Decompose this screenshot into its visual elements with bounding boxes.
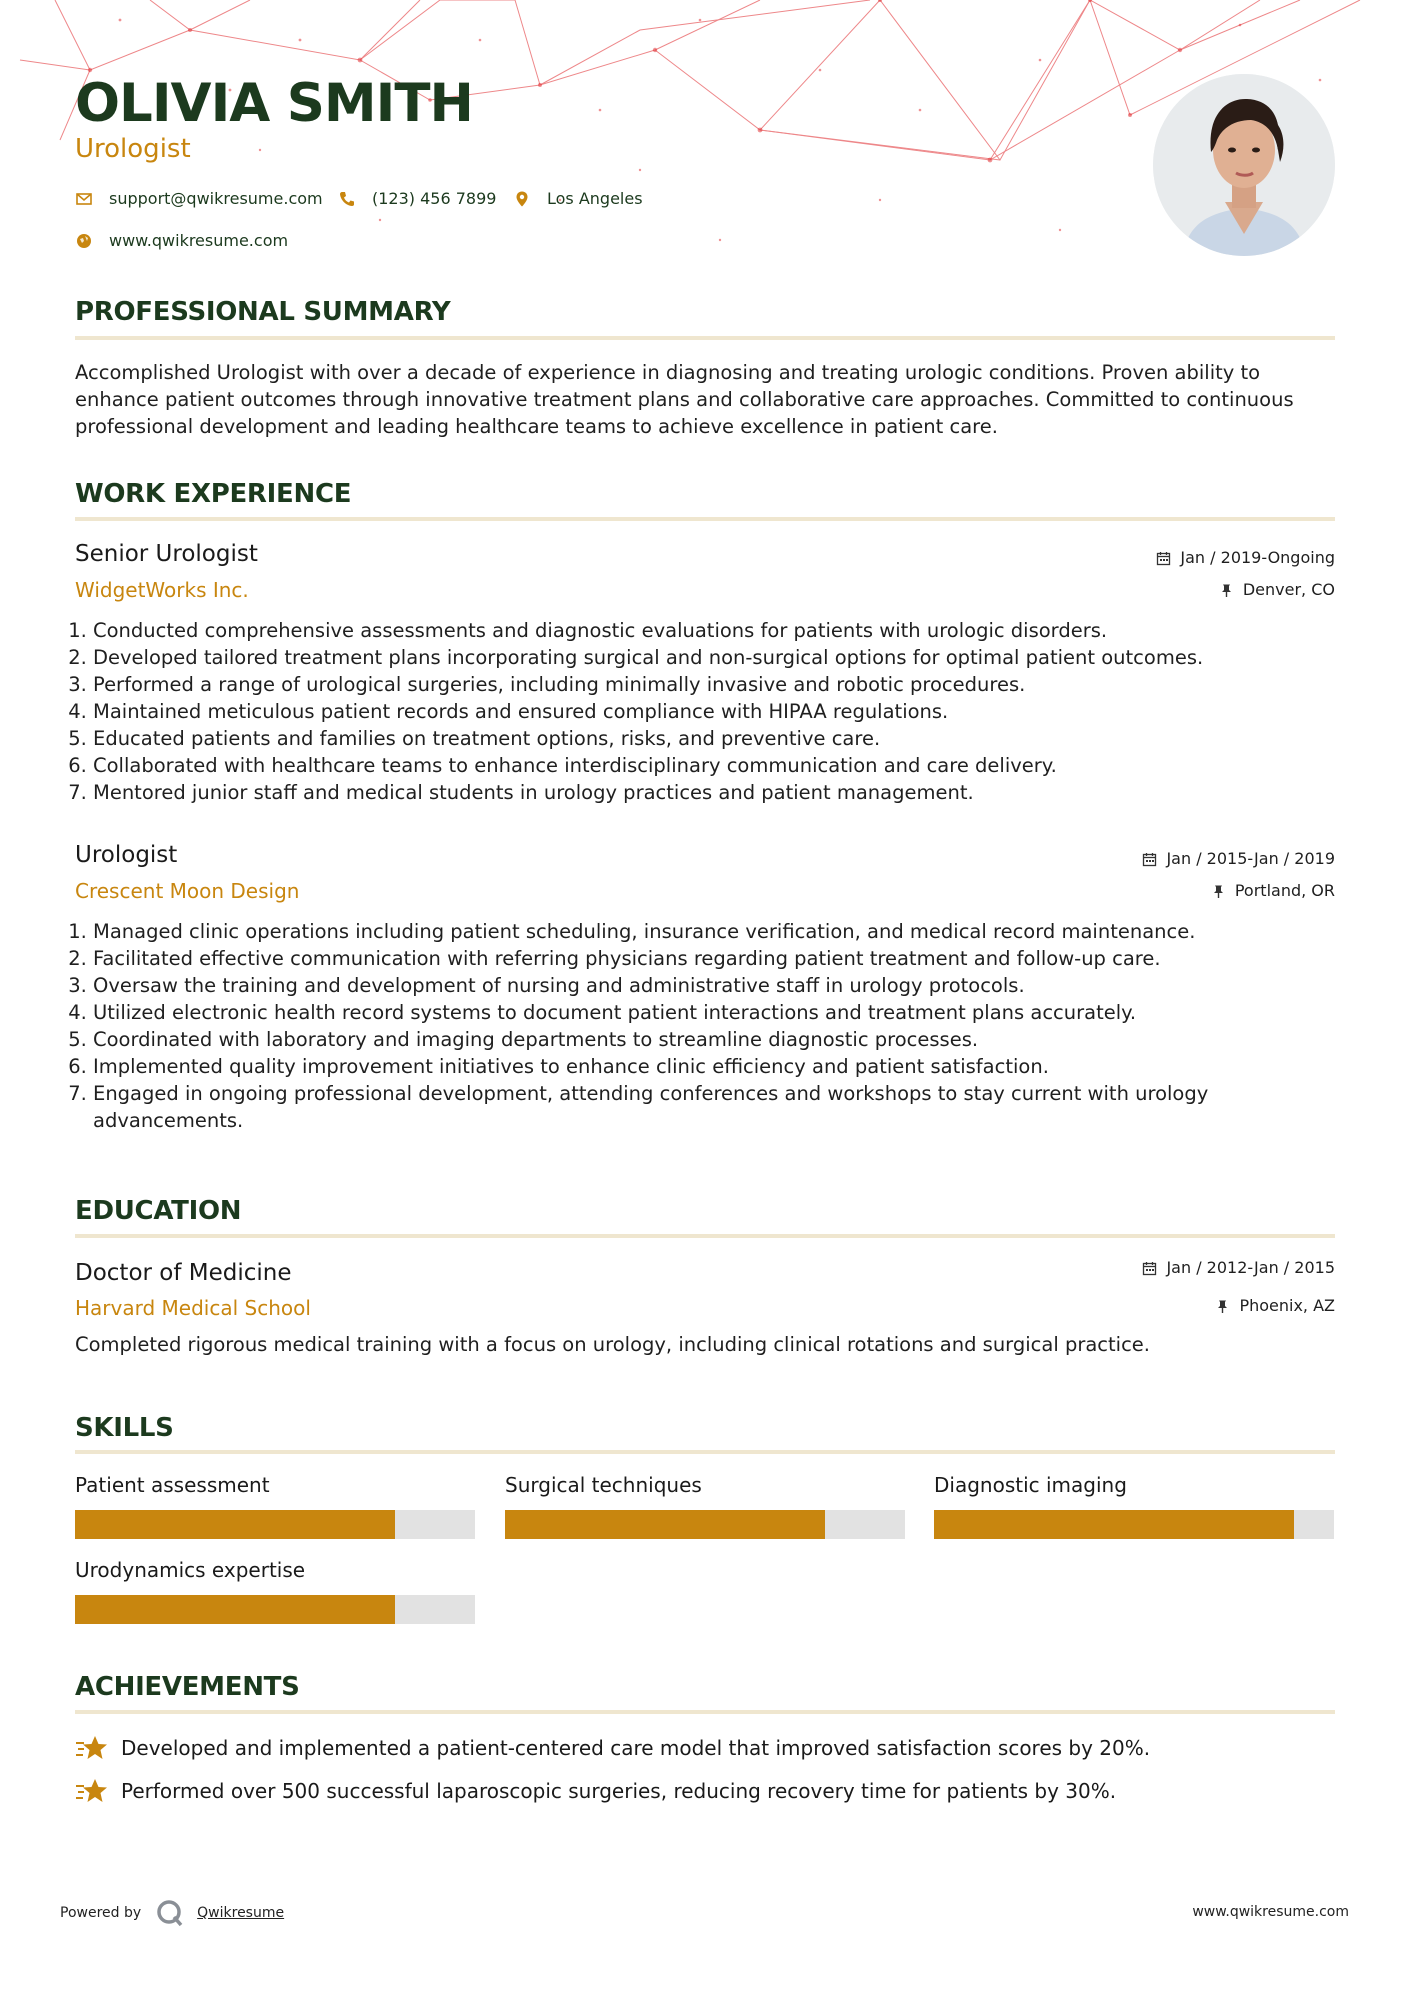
footer-branding bbox=[60, 1898, 284, 1928]
contact-phone[interactable] bbox=[338, 189, 496, 209]
skill-label: Patient assessment bbox=[75, 1473, 270, 1497]
phone-icon bbox=[338, 190, 356, 208]
education-divider bbox=[75, 1234, 1335, 1238]
powered-by-text: Powered by bbox=[60, 1905, 142, 1921]
skill-bar-fill bbox=[934, 1510, 1294, 1539]
experience-divider bbox=[75, 517, 1335, 521]
achievement-text: Developed and implemented a patient-centered care model that improved satisfaction scores by 20%. bbox=[121, 1736, 1151, 1760]
list-item: 1. Managed clinic operations including patient scheduling, insurance verification, and medical record maintenance. bbox=[93, 918, 1333, 945]
qwikresume-logo-icon bbox=[155, 1898, 185, 1928]
job-location bbox=[1211, 881, 1335, 901]
skill-bar-fill bbox=[505, 1510, 825, 1539]
achievement-item bbox=[75, 1733, 1150, 1763]
contact-website[interactable] bbox=[75, 231, 288, 251]
phone-text: (123) 456 7899 bbox=[372, 189, 497, 208]
list-item: 4. Maintained meticulous patient records and ensured compliance with HIPAA regulations. bbox=[93, 698, 1333, 725]
list-item: 7. Engaged in ongoing professional development, attending conferences and workshops to stay current with urology advancements. bbox=[93, 1080, 1333, 1134]
skill-bar-fill bbox=[75, 1510, 395, 1539]
job-location-text: Denver, CO bbox=[1242, 580, 1335, 599]
star-award-icon bbox=[75, 1733, 109, 1763]
experience-heading: WORK EXPERIENCE bbox=[75, 479, 352, 509]
job-dates bbox=[1156, 548, 1335, 568]
degree-title: Doctor of Medicine bbox=[75, 1260, 292, 1286]
job-title: Urologist bbox=[75, 842, 178, 868]
map-pin-icon bbox=[513, 190, 531, 208]
job-title: Senior Urologist bbox=[75, 541, 258, 567]
school-name: Harvard Medical School bbox=[75, 1296, 311, 1320]
job-dates bbox=[1142, 849, 1335, 869]
envelope-icon bbox=[75, 190, 93, 208]
candidate-name: OLIVIA SMITH bbox=[75, 73, 473, 134]
education-dates-text: Jan / 2012-Jan / 2015 bbox=[1166, 1258, 1335, 1277]
contact-location bbox=[513, 189, 643, 209]
summary-heading: PROFESSIONAL SUMMARY bbox=[75, 297, 451, 327]
contact-email[interactable] bbox=[75, 189, 323, 209]
calendar-icon bbox=[1142, 852, 1157, 867]
list-item: 7. Mentored junior staff and medical students in urology practices and patient management. bbox=[93, 779, 1333, 806]
achievement-text: Performed over 500 successful laparoscopic surgeries, reducing recovery time for patients by 30%. bbox=[121, 1779, 1117, 1803]
job-location bbox=[1219, 580, 1335, 600]
education-location-text: Phoenix, AZ bbox=[1239, 1296, 1335, 1315]
list-item: 3. Performed a range of urological surgeries, including minimally invasive and robotic procedures. bbox=[93, 671, 1333, 698]
skill-label: Diagnostic imaging bbox=[934, 1473, 1127, 1497]
list-item: 6. Collaborated with healthcare teams to enhance interdisciplinary communication and care delivery. bbox=[93, 752, 1333, 779]
list-item: 4. Utilized electronic health record systems to document patient interactions and treatment plans accurately. bbox=[93, 999, 1333, 1026]
job-bullets bbox=[75, 617, 1333, 806]
job-dates-text: Jan / 2019-Ongoing bbox=[1180, 548, 1335, 567]
summary-text: Accomplished Urologist with over a decade of experience in diagnosing and treating urologic conditions. Proven ability to enhance patient outcomes through innovative treatment plans and collaborative care approaches. Committed to continuous professional development and leading healthcare teams to achieve excellence in patient care. bbox=[75, 361, 1294, 438]
list-item: 2. Facilitated effective communication with referring physicians regarding patient treatment and follow-up care. bbox=[93, 945, 1333, 972]
list-item: 2. Developed tailored treatment plans incorporating surgical and non-surgical options for optimal patient outcomes. bbox=[93, 644, 1333, 671]
education-heading: EDUCATION bbox=[75, 1196, 242, 1226]
summary-divider bbox=[75, 336, 1335, 340]
education-dates bbox=[1142, 1258, 1335, 1278]
candidate-role: Urologist bbox=[75, 134, 191, 164]
job-company: Crescent Moon Design bbox=[75, 879, 300, 903]
pushpin-icon bbox=[1215, 1299, 1230, 1314]
job-dates-text: Jan / 2015-Jan / 2019 bbox=[1166, 849, 1335, 868]
skill-label: Surgical techniques bbox=[505, 1473, 702, 1497]
job-location-text: Portland, OR bbox=[1234, 881, 1335, 900]
skill-label: Urodynamics expertise bbox=[75, 1558, 306, 1582]
qwikresume-link[interactable]: Qwikresume bbox=[197, 1905, 285, 1921]
location-text: Los Angeles bbox=[547, 189, 643, 208]
pushpin-icon bbox=[1219, 583, 1234, 598]
star-award-icon bbox=[75, 1776, 109, 1806]
website-text: www.qwikresume.com bbox=[109, 231, 289, 250]
job-bullets bbox=[75, 918, 1333, 1134]
education-location bbox=[1215, 1296, 1335, 1316]
achievements-heading: ACHIEVEMENTS bbox=[75, 1672, 300, 1702]
pushpin-icon bbox=[1211, 884, 1226, 899]
achievement-item bbox=[75, 1776, 1116, 1806]
list-item: 5. Coordinated with laboratory and imaging departments to streamline diagnostic processes. bbox=[93, 1026, 1333, 1053]
skill-bar-fill bbox=[75, 1595, 395, 1624]
calendar-icon bbox=[1156, 551, 1171, 566]
skills-heading: SKILLS bbox=[75, 1413, 174, 1443]
portrait-image bbox=[1153, 74, 1335, 256]
profile-photo bbox=[1153, 74, 1335, 256]
footer-url[interactable]: www.qwikresume.com bbox=[1192, 1904, 1349, 1920]
achievements-divider bbox=[75, 1710, 1335, 1714]
globe-icon bbox=[75, 232, 93, 250]
skill-bar bbox=[505, 1510, 905, 1539]
skill-bar bbox=[75, 1510, 475, 1539]
skill-bar bbox=[75, 1595, 475, 1624]
skills-divider bbox=[75, 1450, 1335, 1454]
calendar-icon bbox=[1142, 1261, 1157, 1276]
list-item: 1. Conducted comprehensive assessments and diagnostic evaluations for patients with urologic disorders. bbox=[93, 617, 1333, 644]
list-item: 6. Implemented quality improvement initiatives to enhance clinic efficiency and patient satisfaction. bbox=[93, 1053, 1333, 1080]
list-item: 3. Oversaw the training and development of nursing and administrative staff in urology protocols. bbox=[93, 972, 1333, 999]
job-company: WidgetWorks Inc. bbox=[75, 578, 249, 602]
email-text: support@qwikresume.com bbox=[109, 189, 323, 208]
list-item: 5. Educated patients and families on treatment options, risks, and preventive care. bbox=[93, 725, 1333, 752]
education-description: Completed rigorous medical training with a focus on urology, including clinical rotations and surgical practice. bbox=[75, 1333, 1150, 1356]
skill-bar bbox=[934, 1510, 1334, 1539]
